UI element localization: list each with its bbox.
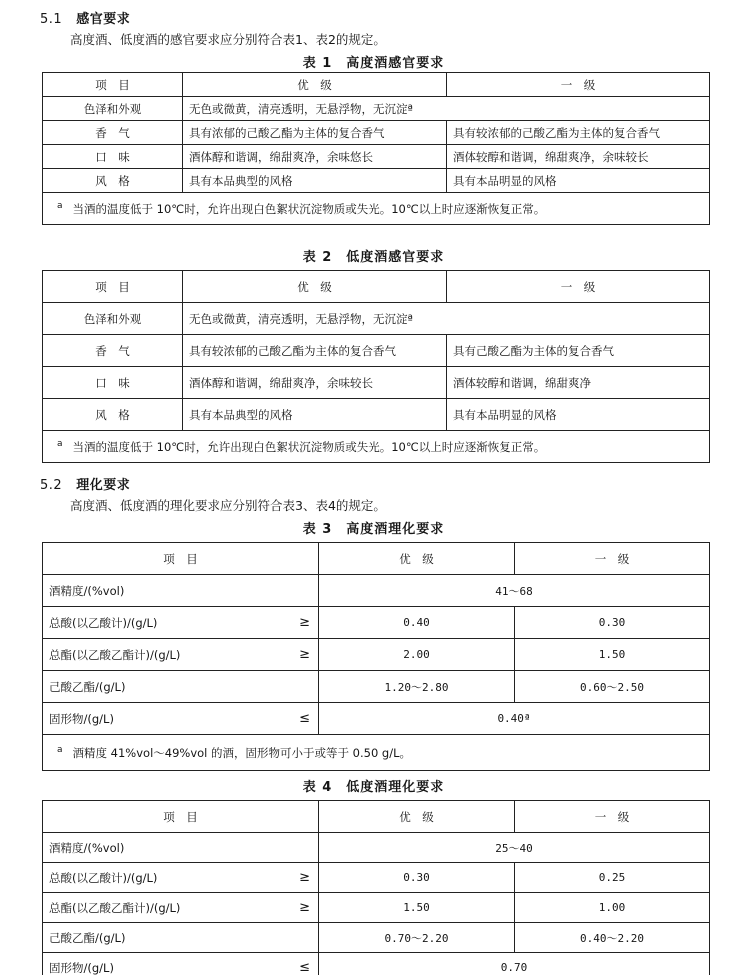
header-first: 一 级 bbox=[515, 543, 710, 575]
row-item-label: 酒精度/(%vol) bbox=[49, 840, 125, 855]
row-first: 1.50 bbox=[515, 639, 710, 671]
header-first: 一 级 bbox=[447, 73, 710, 97]
row-item: 色泽和外观 bbox=[43, 303, 183, 335]
header-item: 项 目 bbox=[43, 543, 319, 575]
table-note-row bbox=[43, 193, 710, 225]
table-header-row bbox=[43, 801, 710, 833]
table-row bbox=[43, 399, 710, 431]
row-first: 1.00 bbox=[515, 893, 710, 923]
row-item bbox=[43, 863, 319, 893]
row-item bbox=[43, 893, 319, 923]
row-item-label: 固形物/(g/L) bbox=[49, 711, 114, 726]
table2-number: 表 2 bbox=[302, 250, 333, 265]
row-first: 0.25 bbox=[515, 863, 710, 893]
table-row bbox=[43, 607, 710, 639]
table-note bbox=[43, 735, 710, 771]
row-excellent: 0.30 bbox=[319, 863, 515, 893]
section-5-2-heading bbox=[40, 474, 130, 493]
table-row bbox=[43, 703, 710, 735]
header-item: 项 目 bbox=[43, 801, 319, 833]
table-header-row bbox=[43, 543, 710, 575]
row-first: 具有本品明显的风格 bbox=[447, 399, 710, 431]
header-excellent: 优 级 bbox=[183, 73, 447, 97]
note-text: 酒精度 41%vol～49%vol 的酒，固形物可小于或等于 0.50 g/L。 bbox=[72, 745, 412, 760]
row-item-label: 总酯(以乙酸乙酯计)/(g/L) bbox=[49, 900, 181, 915]
row-item: 色泽和外观 bbox=[43, 97, 183, 121]
table-header-row bbox=[43, 271, 710, 303]
table2-caption bbox=[0, 246, 747, 265]
table-row bbox=[43, 893, 710, 923]
table-row bbox=[43, 169, 710, 193]
table3 bbox=[42, 542, 710, 771]
row-merged-value: 无色或微黄，清亮透明，无悬浮物，无沉淀ª bbox=[183, 303, 710, 335]
table2-title: 低度酒感官要求 bbox=[346, 250, 445, 265]
table-note-row bbox=[43, 735, 710, 771]
row-merged-value: 41～68 bbox=[319, 575, 710, 607]
table3-number: 表 3 bbox=[302, 522, 333, 537]
table4-caption bbox=[0, 776, 747, 795]
row-merged-value: 无色或微黄，清亮透明，无悬浮物，无沉淀ª bbox=[183, 97, 710, 121]
section-number: 5.2 bbox=[40, 478, 63, 493]
table4 bbox=[42, 800, 710, 975]
table-row bbox=[43, 121, 710, 145]
section-5-1-heading bbox=[40, 8, 130, 27]
table-header-row bbox=[43, 73, 710, 97]
row-excellent: 酒体醇和谐调，绵甜爽净，余味较长 bbox=[183, 367, 447, 399]
row-excellent: 具有本品典型的风格 bbox=[183, 399, 447, 431]
section-title: 理化要求 bbox=[76, 478, 131, 493]
table-row bbox=[43, 145, 710, 169]
section-title: 感官要求 bbox=[76, 12, 131, 27]
table-row bbox=[43, 335, 710, 367]
header-first: 一 级 bbox=[515, 801, 710, 833]
row-first: 0.60～2.50 bbox=[515, 671, 710, 703]
row-item bbox=[43, 703, 319, 735]
table2 bbox=[42, 270, 710, 463]
row-first: 0.30 bbox=[515, 607, 710, 639]
row-excellent: 0.40 bbox=[319, 607, 515, 639]
row-item-label: 总酯(以乙酸乙酯计)/(g/L) bbox=[49, 647, 181, 662]
row-first: 具有较浓郁的己酸乙酯为主体的复合香气 bbox=[447, 121, 710, 145]
row-item bbox=[43, 671, 319, 703]
section-5-2-text: 高度酒、低度酒的理化要求应分别符合表3、表4的规定。 bbox=[70, 498, 386, 513]
section-5-1-text: 高度酒、低度酒的感官要求应分别符合表1、表2的规定。 bbox=[70, 32, 386, 47]
table-row bbox=[43, 863, 710, 893]
table-row bbox=[43, 833, 710, 863]
table1-caption bbox=[0, 52, 747, 71]
row-merged-value: 0.40ª bbox=[319, 703, 710, 735]
row-symbol: ≥ bbox=[299, 899, 310, 915]
table-row bbox=[43, 923, 710, 953]
note-text: 当酒的温度低于 10℃时，允许出现白色絮状沉淀物质或失光。10℃以上时应逐渐恢复正常。 bbox=[72, 439, 546, 454]
header-excellent: 优 级 bbox=[319, 801, 515, 833]
row-merged-value: 0.70 bbox=[319, 953, 710, 975]
row-symbol: ≥ bbox=[299, 646, 310, 662]
header-first: 一 级 bbox=[447, 271, 710, 303]
row-item bbox=[43, 953, 319, 975]
table-note bbox=[43, 431, 710, 463]
row-first: 具有己酸乙酯为主体的复合香气 bbox=[447, 335, 710, 367]
row-excellent: 1.20～2.80 bbox=[319, 671, 515, 703]
row-item-label: 总酸(以乙酸计)/(g/L) bbox=[49, 615, 158, 630]
row-first: 0.40～2.20 bbox=[515, 923, 710, 953]
table-note-row bbox=[43, 431, 710, 463]
row-excellent: 具有本品典型的风格 bbox=[183, 169, 447, 193]
row-item bbox=[43, 639, 319, 671]
table3-title: 高度酒理化要求 bbox=[346, 522, 445, 537]
note-mark: a bbox=[57, 438, 63, 449]
header-excellent: 优 级 bbox=[183, 271, 447, 303]
note-mark: a bbox=[57, 744, 63, 755]
row-item: 香 气 bbox=[43, 335, 183, 367]
row-item-label: 己酸乙酯/(g/L) bbox=[49, 679, 126, 694]
header-item: 项 目 bbox=[43, 73, 183, 97]
table1 bbox=[42, 72, 710, 225]
table-row bbox=[43, 671, 710, 703]
row-item bbox=[43, 575, 319, 607]
row-symbol: ≤ bbox=[299, 710, 310, 726]
row-item: 口 味 bbox=[43, 367, 183, 399]
row-item: 风 格 bbox=[43, 169, 183, 193]
table-row bbox=[43, 639, 710, 671]
row-excellent: 酒体醇和谐调，绵甜爽净，余味悠长 bbox=[183, 145, 447, 169]
row-merged-value: 25～40 bbox=[319, 833, 710, 863]
table1-title: 高度酒感官要求 bbox=[346, 56, 445, 71]
table1-number: 表 1 bbox=[302, 56, 333, 71]
row-item bbox=[43, 923, 319, 953]
row-item bbox=[43, 607, 319, 639]
table-row bbox=[43, 953, 710, 975]
row-excellent: 具有较浓郁的己酸乙酯为主体的复合香气 bbox=[183, 335, 447, 367]
table-row bbox=[43, 97, 710, 121]
row-excellent: 2.00 bbox=[319, 639, 515, 671]
table3-caption bbox=[0, 518, 747, 537]
table4-number: 表 4 bbox=[302, 780, 333, 795]
row-first: 具有本品明显的风格 bbox=[447, 169, 710, 193]
row-first: 酒体较醇和谐调，绵甜爽净，余味较长 bbox=[447, 145, 710, 169]
row-item: 风 格 bbox=[43, 399, 183, 431]
row-symbol: ≥ bbox=[299, 614, 310, 630]
row-item-label: 总酸(以乙酸计)/(g/L) bbox=[49, 870, 158, 885]
table4-title: 低度酒理化要求 bbox=[346, 780, 445, 795]
note-text: 当酒的温度低于 10℃时，允许出现白色絮状沉淀物质或失光。10℃以上时应逐渐恢复正常。 bbox=[72, 201, 546, 216]
section-number: 5.1 bbox=[40, 12, 63, 27]
row-item bbox=[43, 833, 319, 863]
table-row bbox=[43, 575, 710, 607]
table-note bbox=[43, 193, 710, 225]
header-item: 项 目 bbox=[43, 271, 183, 303]
row-excellent: 具有浓郁的己酸乙酯为主体的复合香气 bbox=[183, 121, 447, 145]
row-item-label: 己酸乙酯/(g/L) bbox=[49, 930, 126, 945]
row-excellent: 1.50 bbox=[319, 893, 515, 923]
row-item: 口 味 bbox=[43, 145, 183, 169]
note-mark: a bbox=[57, 200, 63, 211]
row-first: 酒体较醇和谐调，绵甜爽净 bbox=[447, 367, 710, 399]
row-item-label: 酒精度/(%vol) bbox=[49, 583, 125, 598]
row-item: 香 气 bbox=[43, 121, 183, 145]
row-excellent: 0.70～2.20 bbox=[319, 923, 515, 953]
row-symbol: ≥ bbox=[299, 869, 310, 885]
row-item-label: 固形物/(g/L) bbox=[49, 960, 114, 975]
header-excellent: 优 级 bbox=[319, 543, 515, 575]
row-symbol: ≤ bbox=[299, 959, 310, 975]
table-row bbox=[43, 367, 710, 399]
table-row bbox=[43, 303, 710, 335]
